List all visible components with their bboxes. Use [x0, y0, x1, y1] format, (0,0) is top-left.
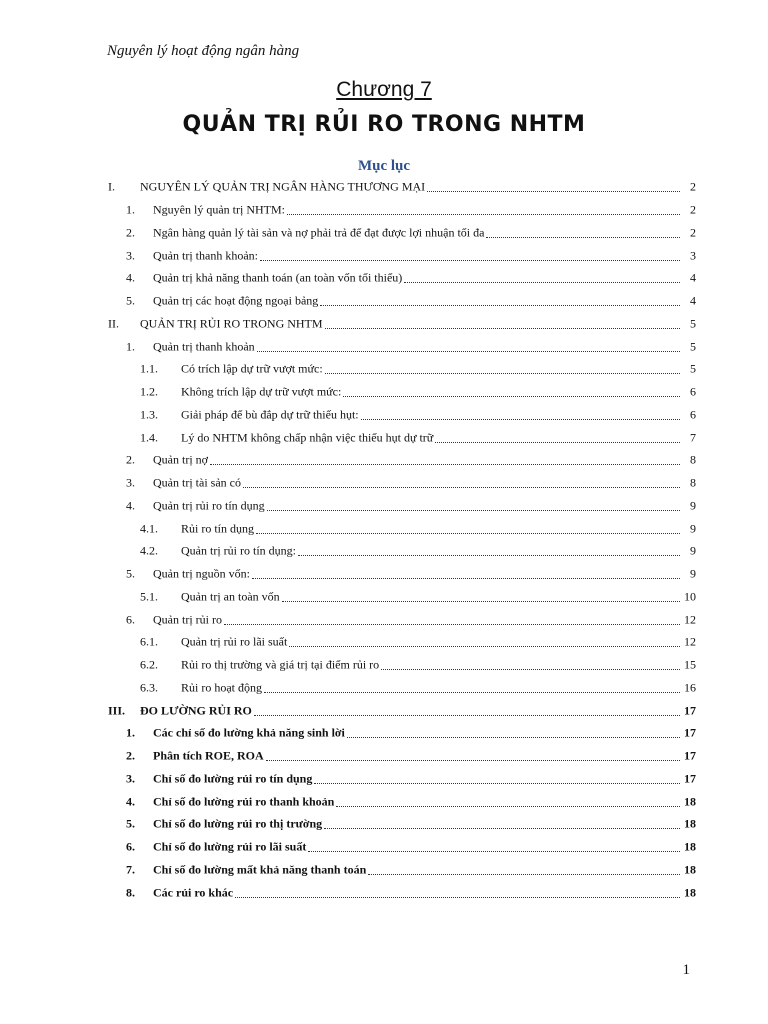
toc-entry[interactable] — [108, 677, 696, 700]
toc-entry-page: 10 — [684, 589, 696, 604]
toc-entry-number: 7. — [126, 862, 135, 877]
toc-entry-page: 17 — [684, 771, 696, 786]
toc-dot-leader — [257, 350, 680, 352]
toc-dot-leader — [381, 668, 680, 670]
toc-dot-leader — [343, 395, 680, 397]
toc-entry[interactable] — [108, 699, 696, 722]
chapter-label: Chương 7 — [336, 78, 432, 101]
toc-entry-title: NGUYÊN LÝ QUẢN TRỊ NGÂN HÀNG THƯƠNG MẠI — [140, 179, 426, 194]
toc-dot-leader — [287, 213, 680, 215]
toc-dot-leader — [320, 304, 680, 306]
toc-entry-number: 6. — [126, 612, 135, 627]
toc-entry-page: 17 — [684, 748, 696, 763]
toc-entry[interactable] — [108, 563, 696, 586]
toc-entry-number: 3. — [126, 248, 135, 263]
toc-dot-leader — [266, 759, 680, 761]
toc-dot-leader — [289, 645, 680, 647]
toc-entry-number: 6.1. — [140, 634, 158, 649]
toc-entry-title: Rủi ro hoạt động — [181, 680, 262, 695]
toc-entry-title: Quản trị rủi ro — [153, 612, 222, 627]
toc-entry-page: 18 — [684, 839, 696, 854]
toc-entry[interactable] — [108, 176, 696, 199]
toc-entry-page: 9 — [690, 543, 696, 558]
toc-entry-title: Quản trị rủi ro tín dụng: — [181, 543, 296, 558]
toc-entry[interactable] — [108, 495, 696, 518]
toc-dot-leader — [336, 805, 680, 807]
toc-entry[interactable] — [108, 358, 696, 381]
toc-entry-page: 9 — [690, 498, 696, 513]
toc-entry-title: Quản trị rủi ro lãi suất — [181, 634, 288, 649]
toc-entry-page: 4 — [690, 293, 696, 308]
toc-entry-page: 18 — [684, 794, 696, 809]
toc-entry-page: 8 — [690, 475, 696, 490]
toc-entry-page: 17 — [684, 703, 696, 718]
toc-entry[interactable] — [108, 244, 696, 267]
toc-entry-page: 12 — [684, 612, 696, 627]
toc-dot-leader — [404, 281, 680, 283]
toc-entry[interactable] — [108, 222, 696, 245]
toc-entry[interactable] — [108, 654, 696, 677]
toc-entry-number: 5. — [126, 293, 135, 308]
toc-entry-title: Quản trị thanh khoản: — [153, 248, 258, 263]
toc-entry-title: Quản trị khả năng thanh toán (an toàn vốn tối thiểu) — [153, 270, 403, 285]
toc-entry[interactable] — [108, 381, 696, 404]
toc-entry-title: Có trích lập dự trữ vượt mức: — [181, 361, 323, 376]
toc-dot-leader — [252, 577, 680, 579]
toc-dot-leader — [235, 896, 680, 898]
toc-entry-number: 1. — [126, 725, 135, 740]
toc-entry-page: 2 — [690, 202, 696, 217]
toc-entry-title: QUẢN TRỊ RỦI RO TRONG NHTM — [140, 316, 323, 331]
toc-entry[interactable] — [108, 335, 696, 358]
toc-entry-number: 5. — [126, 816, 135, 831]
toc-entry-title: Chỉ số đo lường mất khả năng thanh toán — [153, 862, 367, 877]
toc-entry-page: 5 — [690, 339, 696, 354]
toc-dot-leader — [324, 827, 680, 829]
toc-entry-title: Quản trị an toàn vốn — [181, 589, 280, 604]
toc-entry-number: 1. — [126, 202, 135, 217]
toc-entry-page: 15 — [684, 657, 696, 672]
toc-entry-number: 1. — [126, 339, 135, 354]
toc-entry[interactable] — [108, 836, 696, 859]
toc-entry-title: Chỉ số đo lường rủi ro thanh khoản — [153, 794, 335, 809]
toc-entry-number: 6.3. — [140, 680, 158, 695]
toc-dot-leader — [260, 259, 680, 261]
toc-dot-leader — [325, 327, 680, 329]
toc-entry-title: Rủi ro thị trường và giá trị tại điểm rủi ro — [181, 657, 380, 672]
toc-dot-leader — [308, 850, 680, 852]
toc-entry[interactable] — [108, 267, 696, 290]
toc-entry[interactable] — [108, 426, 696, 449]
toc-dot-leader — [361, 418, 680, 420]
toc-entry-page: 7 — [690, 430, 696, 445]
toc-entry[interactable] — [108, 745, 696, 768]
toc-entry[interactable] — [108, 540, 696, 563]
toc-entry-title: Các chỉ số đo lường khả năng sinh lời — [153, 725, 345, 740]
page-number: 1 — [682, 962, 690, 978]
toc-entry-page: 17 — [684, 725, 696, 740]
toc-entry-number: 1.4. — [140, 430, 158, 445]
toc-dot-leader — [264, 691, 680, 693]
toc-entry-number: 1.2. — [140, 384, 158, 399]
toc-entry-page: 9 — [690, 566, 696, 581]
toc-entry-page: 12 — [684, 634, 696, 649]
toc-entry-title: Ngân hàng quản lý tài sản và nợ phải trả để đạt được lợi nhuận tối đa — [153, 225, 485, 240]
toc-entry-page: 8 — [690, 452, 696, 467]
toc-entry-number: I. — [108, 179, 115, 194]
toc-entry[interactable] — [108, 722, 696, 745]
toc-entry-number: 4.1. — [140, 521, 158, 536]
toc-entry-number: 3. — [126, 771, 135, 786]
toc-entry-number: 2. — [126, 225, 135, 240]
toc-entry[interactable] — [108, 608, 696, 631]
toc-entry-number: 4. — [126, 794, 135, 809]
toc-entry-title: Chỉ số đo lường rủi ro thị trường — [153, 816, 323, 831]
toc-dot-leader — [368, 873, 680, 875]
toc-entry-page: 18 — [684, 862, 696, 877]
toc-dot-leader — [224, 623, 680, 625]
toc-entry-title: Các rủi ro khác — [153, 885, 234, 900]
toc-entry-title: Không trích lập dự trữ vượt mức: — [181, 384, 342, 399]
toc-entry-title: Phân tích ROE, ROA — [153, 748, 264, 763]
toc-entry-page: 9 — [690, 521, 696, 536]
toc-entry-number: 1.1. — [140, 361, 158, 376]
toc-entry-title: Chỉ số đo lường rủi ro tín dụng — [153, 771, 313, 786]
toc-dot-leader — [243, 486, 680, 488]
toc-entry-number: 3. — [126, 475, 135, 490]
toc-entry-number: 2. — [126, 452, 135, 467]
toc-dot-leader — [267, 509, 680, 511]
toc-entry-title: Lý do NHTM không chấp nhận việc thiếu hụt dự trữ — [181, 430, 434, 445]
table-of-contents — [108, 176, 696, 904]
toc-dot-leader — [486, 236, 680, 238]
toc-dot-leader — [254, 714, 680, 716]
toc-dot-leader — [435, 441, 680, 443]
toc-entry-title: Nguyên lý quản trị NHTM: — [153, 202, 285, 217]
toc-heading: Mục lục — [357, 158, 411, 174]
toc-entry-title: Quản trị thanh khoản — [153, 339, 255, 354]
toc-entry-page: 5 — [690, 316, 696, 331]
toc-dot-leader — [282, 600, 680, 602]
toc-entry-number: 5. — [126, 566, 135, 581]
toc-entry-number: 1.3. — [140, 407, 158, 422]
toc-entry-number: 2. — [126, 748, 135, 763]
toc-entry[interactable] — [108, 859, 696, 882]
toc-entry-number: 4. — [126, 270, 135, 285]
toc-entry-number: 5.1. — [140, 589, 158, 604]
toc-entry[interactable] — [108, 517, 696, 540]
toc-entry-title: Quản trị nguồn vốn: — [153, 566, 250, 581]
toc-entry-title: Quản trị rủi ro tín dụng — [153, 498, 265, 513]
toc-entry[interactable] — [108, 586, 696, 609]
chapter-title: QUẢN TRỊ RỦI RO TRONG NHTM — [182, 112, 586, 137]
toc-dot-leader — [325, 372, 680, 374]
toc-entry-title: ĐO LƯỜNG RỦI RO — [140, 703, 252, 718]
toc-entry[interactable] — [108, 790, 696, 813]
toc-entry-page: 6 — [690, 407, 696, 422]
toc-entry[interactable] — [108, 881, 696, 904]
toc-entry-page: 6 — [690, 384, 696, 399]
toc-entry[interactable] — [108, 290, 696, 313]
toc-entry-number: 4. — [126, 498, 135, 513]
toc-entry-page: 4 — [690, 270, 696, 285]
toc-entry-page: 16 — [684, 680, 696, 695]
toc-entry-page: 18 — [684, 885, 696, 900]
toc-entry[interactable] — [108, 768, 696, 791]
toc-entry-number: 8. — [126, 885, 135, 900]
toc-dot-leader — [427, 190, 680, 192]
toc-entry-title: Quản trị nợ — [153, 452, 209, 467]
toc-entry-title: Quản trị tài sản có — [153, 475, 241, 490]
toc-entry-title: Quản trị các hoạt động ngoại bảng — [153, 293, 319, 308]
running-header: Nguyên lý hoạt động ngân hàng — [107, 43, 300, 59]
toc-entry[interactable] — [108, 472, 696, 495]
toc-entry-title: Chỉ số đo lường rủi ro lãi suất — [153, 839, 307, 854]
toc-dot-leader — [256, 532, 680, 534]
toc-dot-leader — [314, 782, 680, 784]
toc-dot-leader — [210, 463, 680, 465]
toc-entry[interactable] — [108, 631, 696, 654]
toc-entry-title: Rủi ro tín dụng — [181, 521, 255, 536]
toc-entry-page: 2 — [690, 225, 696, 240]
toc-entry-number: III. — [108, 703, 126, 718]
toc-entry[interactable] — [108, 449, 696, 472]
toc-entry-page: 18 — [684, 816, 696, 831]
toc-entry-title: Giải pháp để bù đắp dự trữ thiếu hụt: — [181, 407, 359, 422]
toc-dot-leader — [298, 554, 680, 556]
toc-entry-number: 6. — [126, 839, 135, 854]
toc-entry-number: 4.2. — [140, 543, 158, 558]
toc-entry[interactable] — [108, 313, 696, 336]
toc-entry[interactable] — [108, 404, 696, 427]
toc-entry[interactable] — [108, 199, 696, 222]
toc-entry-page: 5 — [690, 361, 696, 376]
toc-entry-page: 3 — [690, 248, 696, 263]
toc-entry[interactable] — [108, 813, 696, 836]
toc-entry-page: 2 — [690, 179, 696, 194]
toc-dot-leader — [347, 736, 680, 738]
toc-entry-number: II. — [108, 316, 119, 331]
toc-entry-number: 6.2. — [140, 657, 158, 672]
